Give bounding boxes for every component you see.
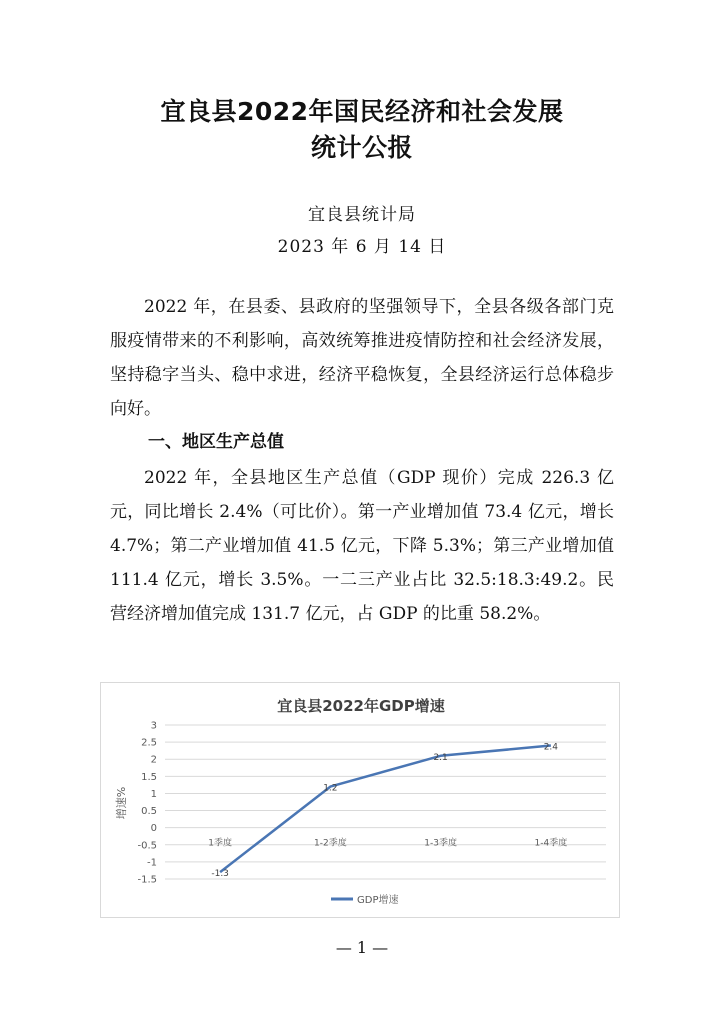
- title-line-1: 宜良县2022年国民经济和社会发展: [160, 97, 564, 126]
- y-tick-label: 2.5: [141, 737, 157, 749]
- data-label: 2.1: [433, 752, 448, 763]
- data-label: -1.3: [211, 869, 229, 880]
- title-line-2: 统计公报: [310, 133, 413, 162]
- x-tick-label: 1-4季度: [534, 838, 568, 849]
- y-tick-label: 0.5: [141, 806, 157, 818]
- y-tick-label: -0.5: [137, 840, 157, 852]
- x-tick-label: 1-2季度: [314, 838, 347, 849]
- intro-paragraph: 2022 年，在县委、县政府的坚强领导下，全县各级各部门克服疫情带来的不利影响，高效统筹推进疫情防控和社会经济发展，坚持稳字当头、稳中求进，经济平稳恢复，全县经济运行总体稳步向好。: [110, 297, 614, 419]
- section-heading-gdp: 一、地区生产总值: [148, 432, 284, 452]
- y-tick-label: 0: [150, 823, 157, 835]
- series-gdp-growth: [220, 746, 551, 873]
- issuer: 宜良县统计局: [308, 205, 416, 225]
- issue-date: 2023 年 6 月 14 日: [277, 237, 447, 257]
- x-tick-label: 1季度: [208, 838, 232, 849]
- y-tick-label: -1.5: [137, 874, 157, 886]
- y-tick-label: -1: [147, 857, 157, 869]
- y-tick-labels: [137, 721, 157, 886]
- chart-title: 宜良县2022年GDP增速: [277, 697, 445, 715]
- legend-label: GDP增速: [357, 895, 399, 906]
- chart-svg: [101, 683, 621, 919]
- gdp-paragraph: 2022 年，全县地区生产总值（GDP 现价）完成 226.3 亿元，同比增长 2.4%（可比价）。第一产业增加值 73.4 亿元，增长 4.7%；第二产业增加值 41.5 亿元，下降 5.3%；第三产业增加值 111.4 亿元，增长 3.5%。一二三产业占比 32.5:18.3:49.2。民营经济增加值完成 131.7 亿元，占 GDP 的比重 58.2%。: [110, 468, 614, 624]
- gdp-growth-chart: [100, 682, 620, 918]
- y-axis-label: 增速%: [115, 786, 128, 820]
- page-number: — 1 —: [335, 938, 389, 957]
- y-tick-label: 3: [150, 720, 157, 732]
- y-tick-label: 2: [150, 754, 157, 766]
- series-line: [220, 746, 551, 873]
- data-label: 2.4: [543, 742, 559, 753]
- y-tick-label: 1.5: [141, 771, 157, 783]
- data-label: 1.2: [323, 783, 338, 794]
- legend: [331, 893, 398, 906]
- y-tick-label: 1: [150, 788, 157, 800]
- x-tick-label: 1-3季度: [424, 838, 457, 849]
- gridlines: [165, 725, 606, 879]
